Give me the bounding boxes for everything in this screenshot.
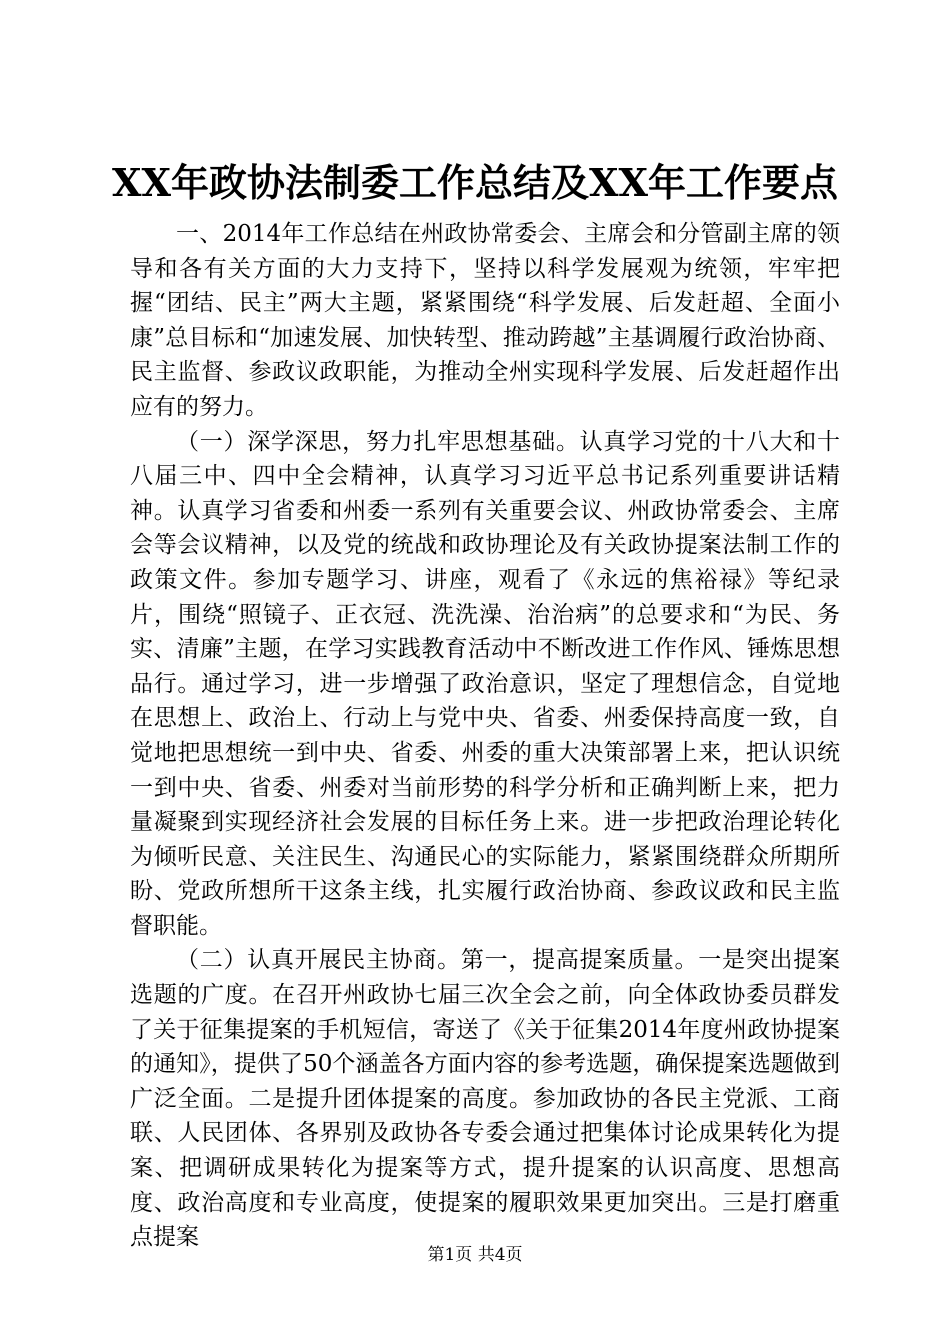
document-title: XX年政协法制委工作总结及XX年工作要点 xyxy=(112,160,838,205)
paragraph-study-foundation: （一）深学深思，努力扎牢思想基础。认真学习党的十八大和十八届三中、四中全会精神，认真学习习近平总书记系列重要讲话精神。认真学习省委和州委一系列有关重要会议、州政协常委会、主席会等会议精神，以及党的统战和政协理论及有关政协提案法制工作的政策文件。参加专题学习、讲座，观看了《永远的焦裕禄》等纪录片，围绕“照镜子、正衣冠、洗洗澡、治治病”的总要求和“为民、务实、清廉”主题，在学习实践教育活动中不断改进工作作风、锤炼思想品行。通过学习，进一步增强了政治意识，坚定了理想信念，自觉地在思想上、政治上、行动上与党中央、省委、州委保持高度一致，自觉地把思想统一到中央、省委、州委的重大决策部署上来，把认识统一到中央、省委、州委对当前形势的科学分析和正确判断上来，把力量凝聚到实现经济社会发展的目标任务上来。进一步把政治理论转化为倾听民意、关注民生、沟通民心的实际能力，紧紧围绕群众所期所盼、党政所想所干这条主线，扎实履行政治协商、参政议政和民主监督职能。 xyxy=(130,428,840,939)
paragraph-democratic-consultation: （二）认真开展民主协商。第一，提高提案质量。一是突出提案选题的广度。在召开州政协七届三次全会之前，向全体政协委员群发了关于征集提案的手机短信，寄送了《关于征集2014年度州政协提案的通知》，提供了50个涵盖各方面内容的参考选题，确保提案选题做到广泛全面。二是提升团体提案的高度。参加政协的各民主党派、工商联、人民团体、各界别及政协各专委会通过把集体讨论成果转化为提案、把调研成果转化为提案等方式，提升提案的认识高度、思想高度、政治高度和专业高度，使提案的履职效果更加突出。三是打磨重点提案 xyxy=(130,947,840,1251)
paragraph-summary-intro: 一、2014年工作总结在州政协常委会、主席会和分管副主席的领导和各有关方面的大力支持下，坚持以科学发展观为统领，牢牢把握“团结、民主”两大主题，紧紧围绕“科学发展、后发赶超、全面小康”总目标和“加速发展、加快转型、推动跨越”主基调履行政治协商、民主监督、参政议政职能，为推动全州实现科学发展、后发赶超作出应有的努力。 xyxy=(130,221,840,420)
document-body xyxy=(130,217,840,1255)
page-footer: 第1页 共4页 xyxy=(427,1245,523,1265)
